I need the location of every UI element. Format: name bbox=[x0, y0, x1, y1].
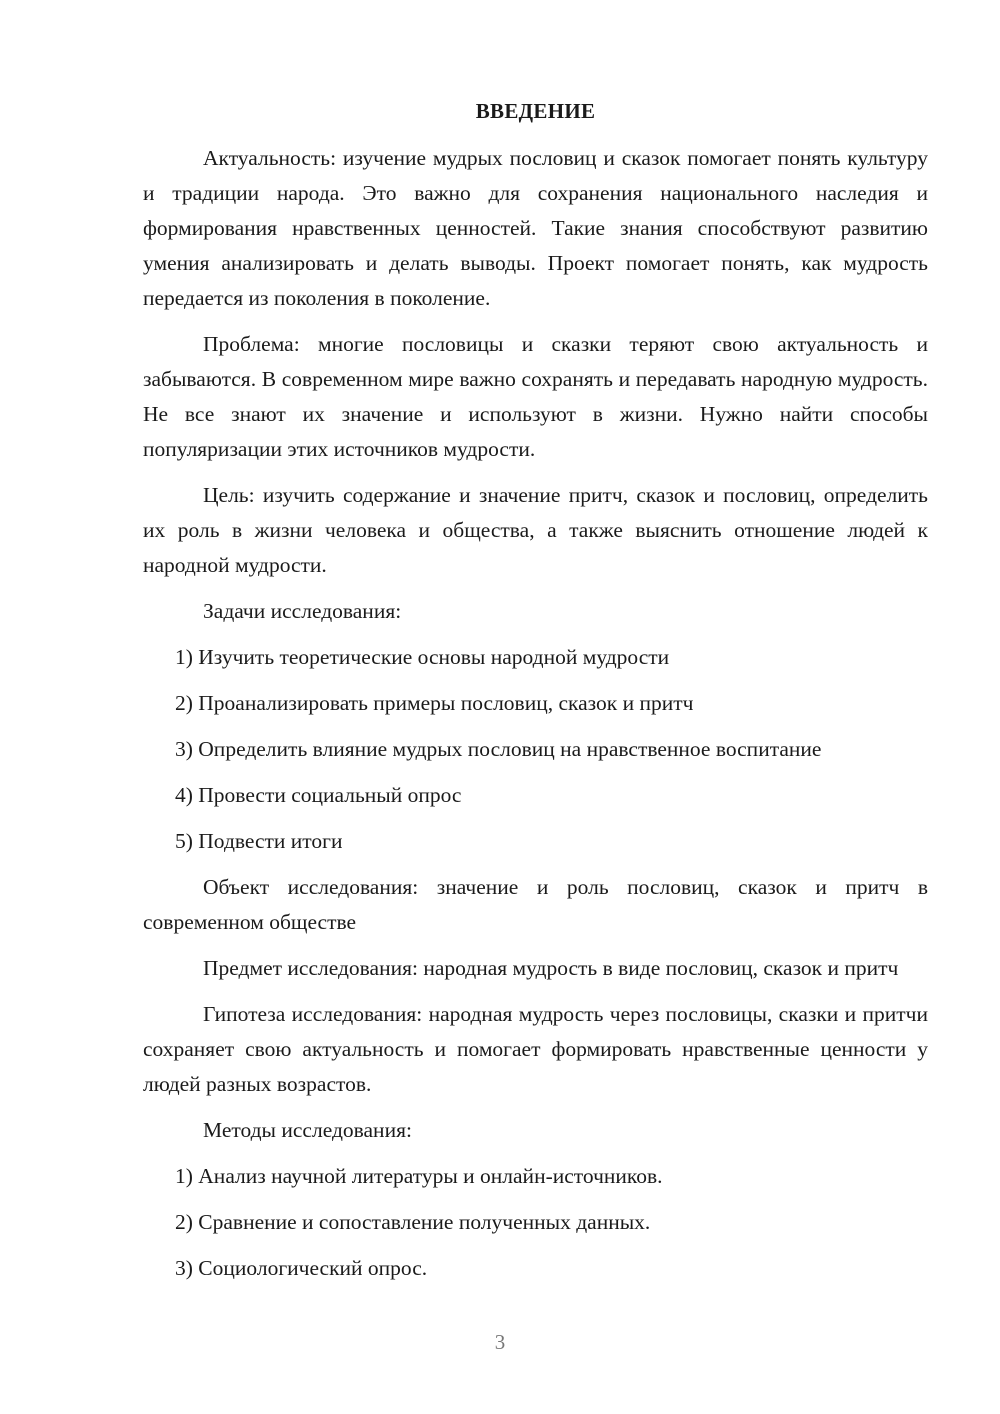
section-title: ВВЕДЕНИЕ bbox=[475, 99, 596, 123]
list-item: 3) Определить влияние мудрых пословиц на нравственное воспитание bbox=[175, 737, 822, 761]
problem-paragraph: Проблема: многие пословицы и сказки теряют свою актуальность и забываются. В современном мире важно сохранять и передавать народную мудрость. Не все знают их значение и используют в жизни. Нужно найти способы популяризации этих источников мудрости. bbox=[143, 332, 928, 461]
tasks-list bbox=[143, 640, 928, 859]
page-number: 3 bbox=[494, 1330, 506, 1354]
list-item: 5) Подвести итоги bbox=[175, 829, 343, 853]
list-item: 3) Социологический опрос. bbox=[175, 1256, 428, 1280]
subject-paragraph: Предмет исследования: народная мудрость в виде пословиц, сказок и притч bbox=[203, 956, 899, 980]
object-paragraph: Объект исследования: значение и роль пословиц, сказок и притч в современном обществе bbox=[143, 875, 928, 934]
document-page bbox=[143, 94, 928, 1297]
tasks-label: Задачи исследования: bbox=[203, 599, 402, 623]
methods-label: Методы исследования: bbox=[203, 1118, 412, 1142]
list-item: 1) Анализ научной литературы и онлайн-источников. bbox=[175, 1164, 663, 1188]
goal-paragraph: Цель: изучить содержание и значение притч, сказок и пословиц, определить их роль в жизни человека и общества, а также выяснить отношение людей к народной мудрости. bbox=[143, 483, 928, 577]
list-item: 1) Изучить теоретические основы народной мудрости bbox=[175, 645, 670, 669]
methods-list bbox=[143, 1159, 928, 1286]
relevance-paragraph: Актуальность: изучение мудрых пословиц и сказок помогает понять культуру и традиции народа. Это важно для сохранения национального наследия и формирования нравственных ценностей. Такие знания способствуют развитию умения анализировать и делать выводы. Проект помогает понять, как мудрость передается из поколения в поколение. bbox=[143, 146, 928, 310]
list-item: 2) Сравнение и сопоставление полученных данных. bbox=[175, 1210, 651, 1234]
list-item: 4) Провести социальный опрос bbox=[175, 783, 462, 807]
hypothesis-paragraph: Гипотеза исследования: народная мудрость через пословицы, сказки и притчи сохраняет свою актуальность и помогает формировать нравственные ценности у людей разных возрастов. bbox=[143, 1002, 928, 1096]
list-item: 2) Проанализировать примеры пословиц, сказок и притч bbox=[175, 691, 694, 715]
